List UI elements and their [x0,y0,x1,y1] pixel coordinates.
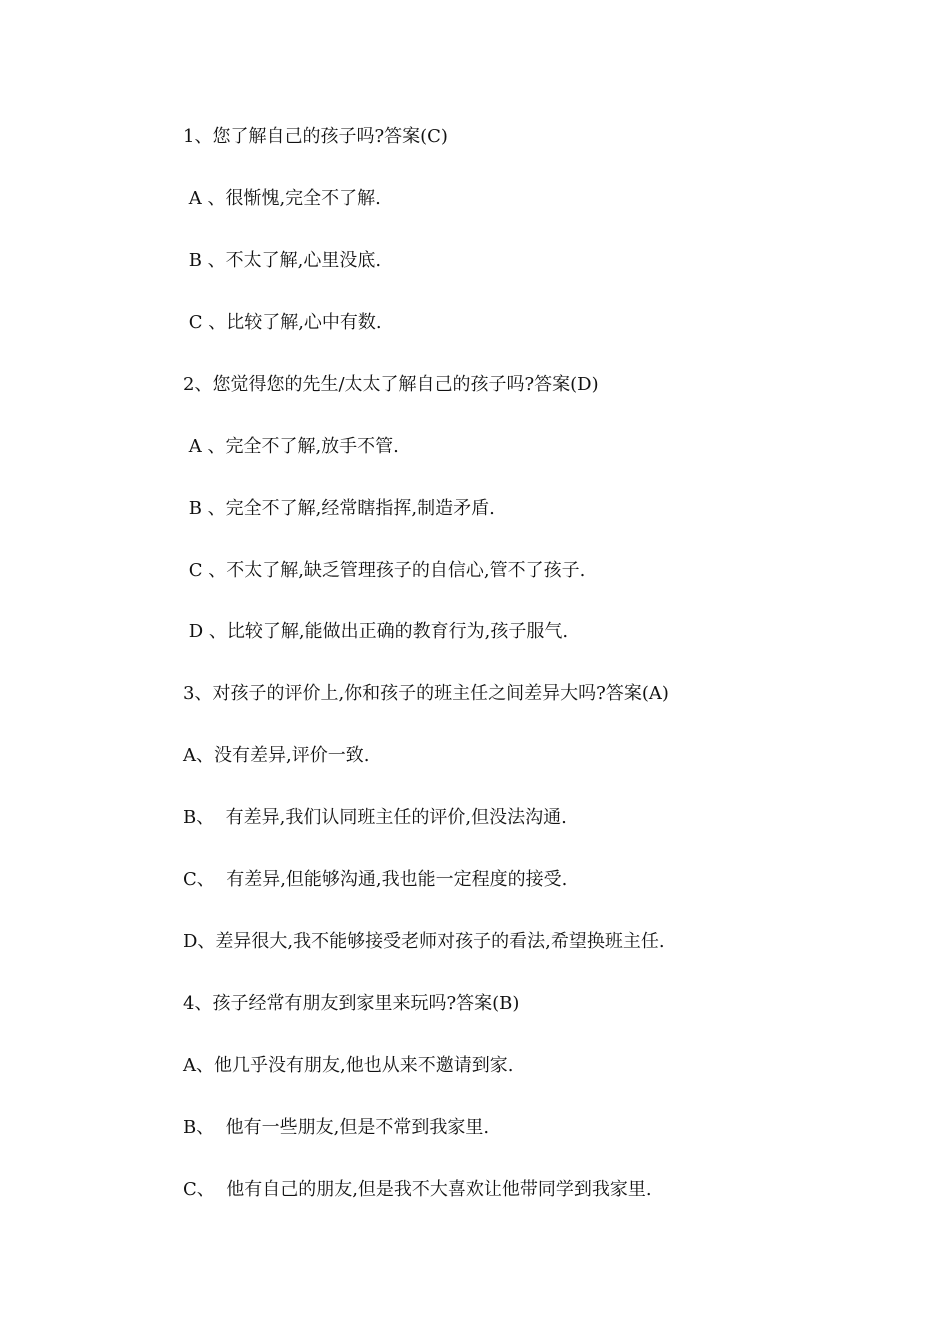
question-4-option-a: A、他几乎没有朋友,他也从来不邀请到家. [183,1055,514,1076]
question-2-option-a: A 、完全不了解,放手不管. [183,436,399,457]
question-1-option-c: C 、比较了解,心中有数. [183,312,382,333]
question-4-option-b: B、 他有一些朋友,但是不常到我家里. [183,1117,490,1138]
question-2-option-d: D 、比较了解,能做出正确的教育行为,孩子服气. [183,621,569,642]
question-3-option-c: C、 有差异,但能够沟通,我也能一定程度的接受. [183,869,568,890]
question-3-option-b: B、 有差异,我们认同班主任的评价,但没法沟通. [183,807,567,828]
question-3-option-a: A、没有差异,评价一致. [183,745,370,766]
question-2-option-c: C 、不太了解,缺乏管理孩子的自信心,管不了孩子. [183,560,586,581]
question-3-option-d: D、差异很大,我不能够接受老师对孩子的看法,希望换班主任. [183,931,665,952]
question-1: 1、您了解自己的孩子吗?答案(C) [183,126,448,147]
question-2: 2、您觉得您的先生/太太了解自己的孩子吗?答案(D) [183,374,599,395]
question-4: 4、孩子经常有朋友到家里来玩吗?答案(B) [183,993,520,1014]
question-3: 3、对孩子的评价上,你和孩子的班主任之间差异大吗?答案(A) [183,683,669,704]
question-1-option-b: B 、不太了解,心里没底. [183,250,382,271]
question-2-option-b: B 、完全不了解,经常瞎指挥,制造矛盾. [183,498,495,519]
question-1-option-a: A 、很惭愧,完全不了解. [183,188,381,209]
question-4-option-c: C、 他有自己的朋友,但是我不大喜欢让他带同学到我家里. [183,1179,652,1200]
